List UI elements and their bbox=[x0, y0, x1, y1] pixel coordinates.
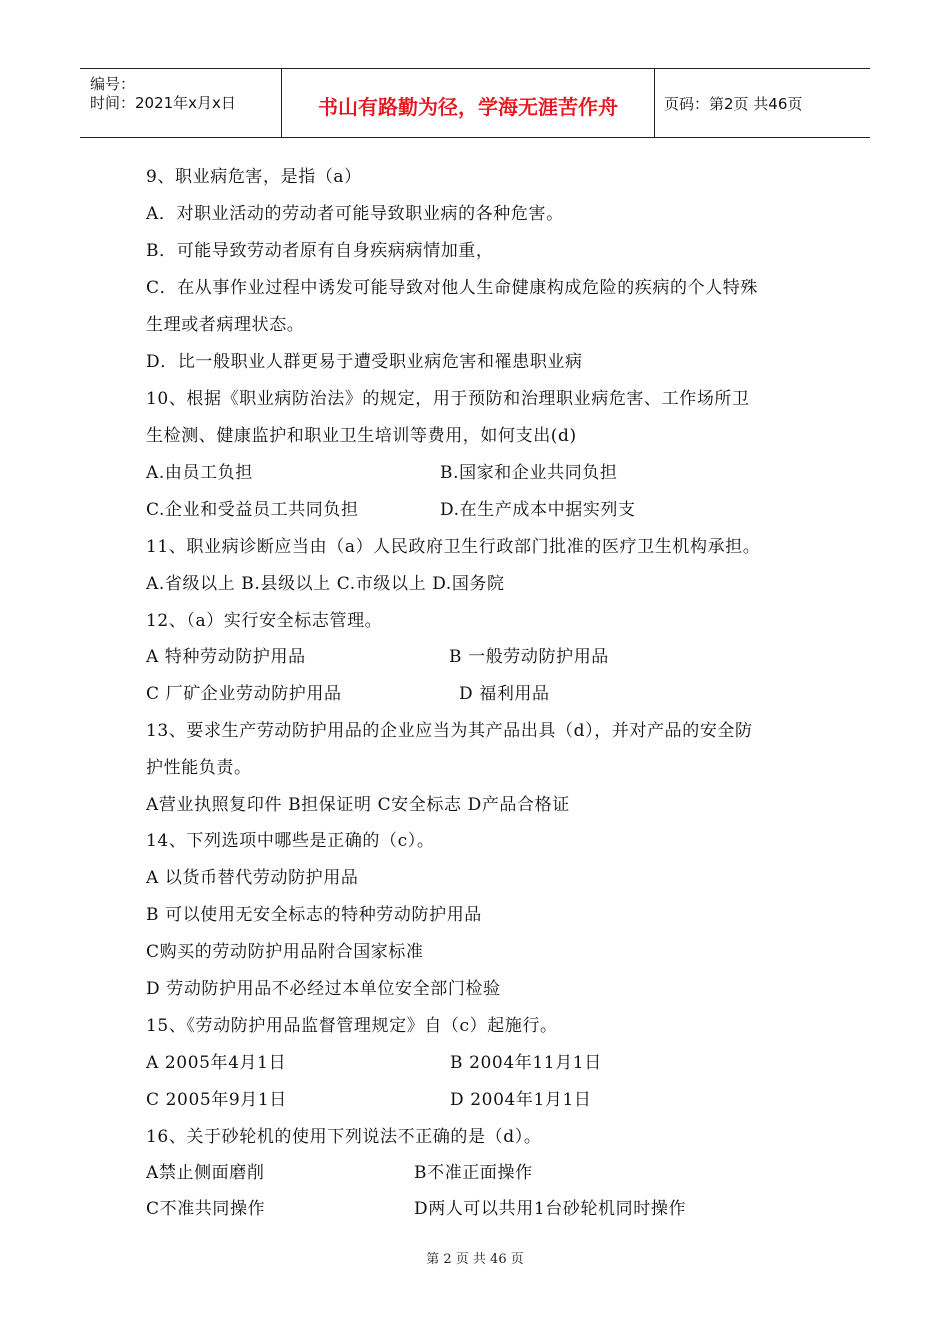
page-footer: 第 2 页 共 46 页 bbox=[426, 1252, 524, 1267]
answer-option: D．比一般职业人群更易于遭受职业病危害和罹患职业病 bbox=[146, 352, 583, 372]
question-stem: 12、（a）实行安全标志管理。 bbox=[146, 611, 383, 631]
header-info-cell bbox=[80, 69, 282, 137]
answer-option: B 一般劳动防护用品 bbox=[449, 647, 609, 667]
answer-option-continuation: 生理或者病理状态。 bbox=[146, 315, 305, 335]
answer-option: C 2005年9月1日 bbox=[146, 1090, 287, 1110]
header-page-number: 页码：第2页 共46页 bbox=[664, 95, 803, 113]
answer-option: A.由员工负担 bbox=[146, 463, 253, 483]
answer-option: B 可以使用无安全标志的特种劳动防护用品 bbox=[146, 905, 482, 925]
header-motto: 书山有路勤为径，学海无涯苦作舟 bbox=[318, 95, 618, 119]
answer-option: A 2005年4月1日 bbox=[146, 1053, 287, 1073]
answer-option: C购买的劳动防护用品附合国家标准 bbox=[146, 942, 424, 962]
question-stem: 14、下列选项中哪些是正确的（c）。 bbox=[146, 831, 435, 851]
header-motto-cell bbox=[282, 69, 655, 137]
answer-option: D 2004年1月1日 bbox=[450, 1090, 592, 1110]
answer-option: C 厂矿企业劳动防护用品 bbox=[146, 684, 342, 704]
question-stem: 13、要求生产劳动防护用品的企业应当为其产品出具（d），并对产品的安全防 bbox=[146, 721, 753, 741]
question-stem: 16、关于砂轮机的使用下列说法不正确的是（d）。 bbox=[146, 1127, 542, 1147]
question-stem-continuation: 护性能负责。 bbox=[146, 758, 252, 778]
answer-option: B 2004年11月1日 bbox=[450, 1053, 602, 1073]
header-page-cell bbox=[655, 69, 870, 137]
question-stem: 10、根据《职业病防治法》的规定，用于预防和治理职业病危害、工作场所卫 bbox=[146, 389, 750, 409]
answer-option: C.企业和受益员工共同负担 bbox=[146, 500, 359, 520]
answer-option: B不准正面操作 bbox=[414, 1163, 533, 1183]
answer-option: D 福利用品 bbox=[459, 684, 550, 704]
answer-option: D两人可以共用1台砂轮机同时操作 bbox=[414, 1199, 687, 1219]
answer-option: D.在生产成本中据实列支 bbox=[440, 500, 636, 520]
answer-option: B．可能导致劳动者原有自身疾病病情加重， bbox=[146, 241, 494, 261]
question-stem-continuation: 生检测、健康监护和职业卫生培训等费用，如何支出(d) bbox=[146, 426, 577, 446]
question-stem: 15、《劳动防护用品监督管理规定》自（c）起施行。 bbox=[146, 1016, 558, 1036]
answer-option: A 以货币替代劳动防护用品 bbox=[146, 868, 359, 888]
question-stem: 9、职业病危害，是指（a） bbox=[146, 167, 362, 187]
document-header bbox=[80, 68, 870, 138]
answer-option: B.国家和企业共同负担 bbox=[440, 463, 618, 483]
answer-option: C．在从事作业过程中诱发可能导致对他人生命健康构成危险的疾病的个人特殊 bbox=[146, 278, 759, 298]
answer-options-row: A营业执照复印件 B担保证明 C安全标志 D产品合格证 bbox=[146, 795, 570, 815]
answer-option: C不准共同操作 bbox=[146, 1199, 266, 1219]
answer-option: D 劳动防护用品不必经过本单位安全部门检验 bbox=[146, 979, 501, 999]
document-number-label: 编号： bbox=[90, 75, 136, 93]
document-date: 时间：2021年x月x日 bbox=[90, 94, 236, 112]
answer-option: A．对职业活动的劳动者可能导致职业病的各种危害。 bbox=[146, 204, 564, 224]
question-stem: 11、职业病诊断应当由（a）人民政府卫生行政部门批准的医疗卫生机构承担。 bbox=[146, 537, 761, 557]
answer-options-row: A.省级以上 B.县级以上 C.市级以上 D.国务院 bbox=[146, 574, 505, 594]
answer-option: A禁止侧面磨削 bbox=[146, 1163, 265, 1183]
answer-option: A 特种劳动防护用品 bbox=[146, 647, 306, 667]
